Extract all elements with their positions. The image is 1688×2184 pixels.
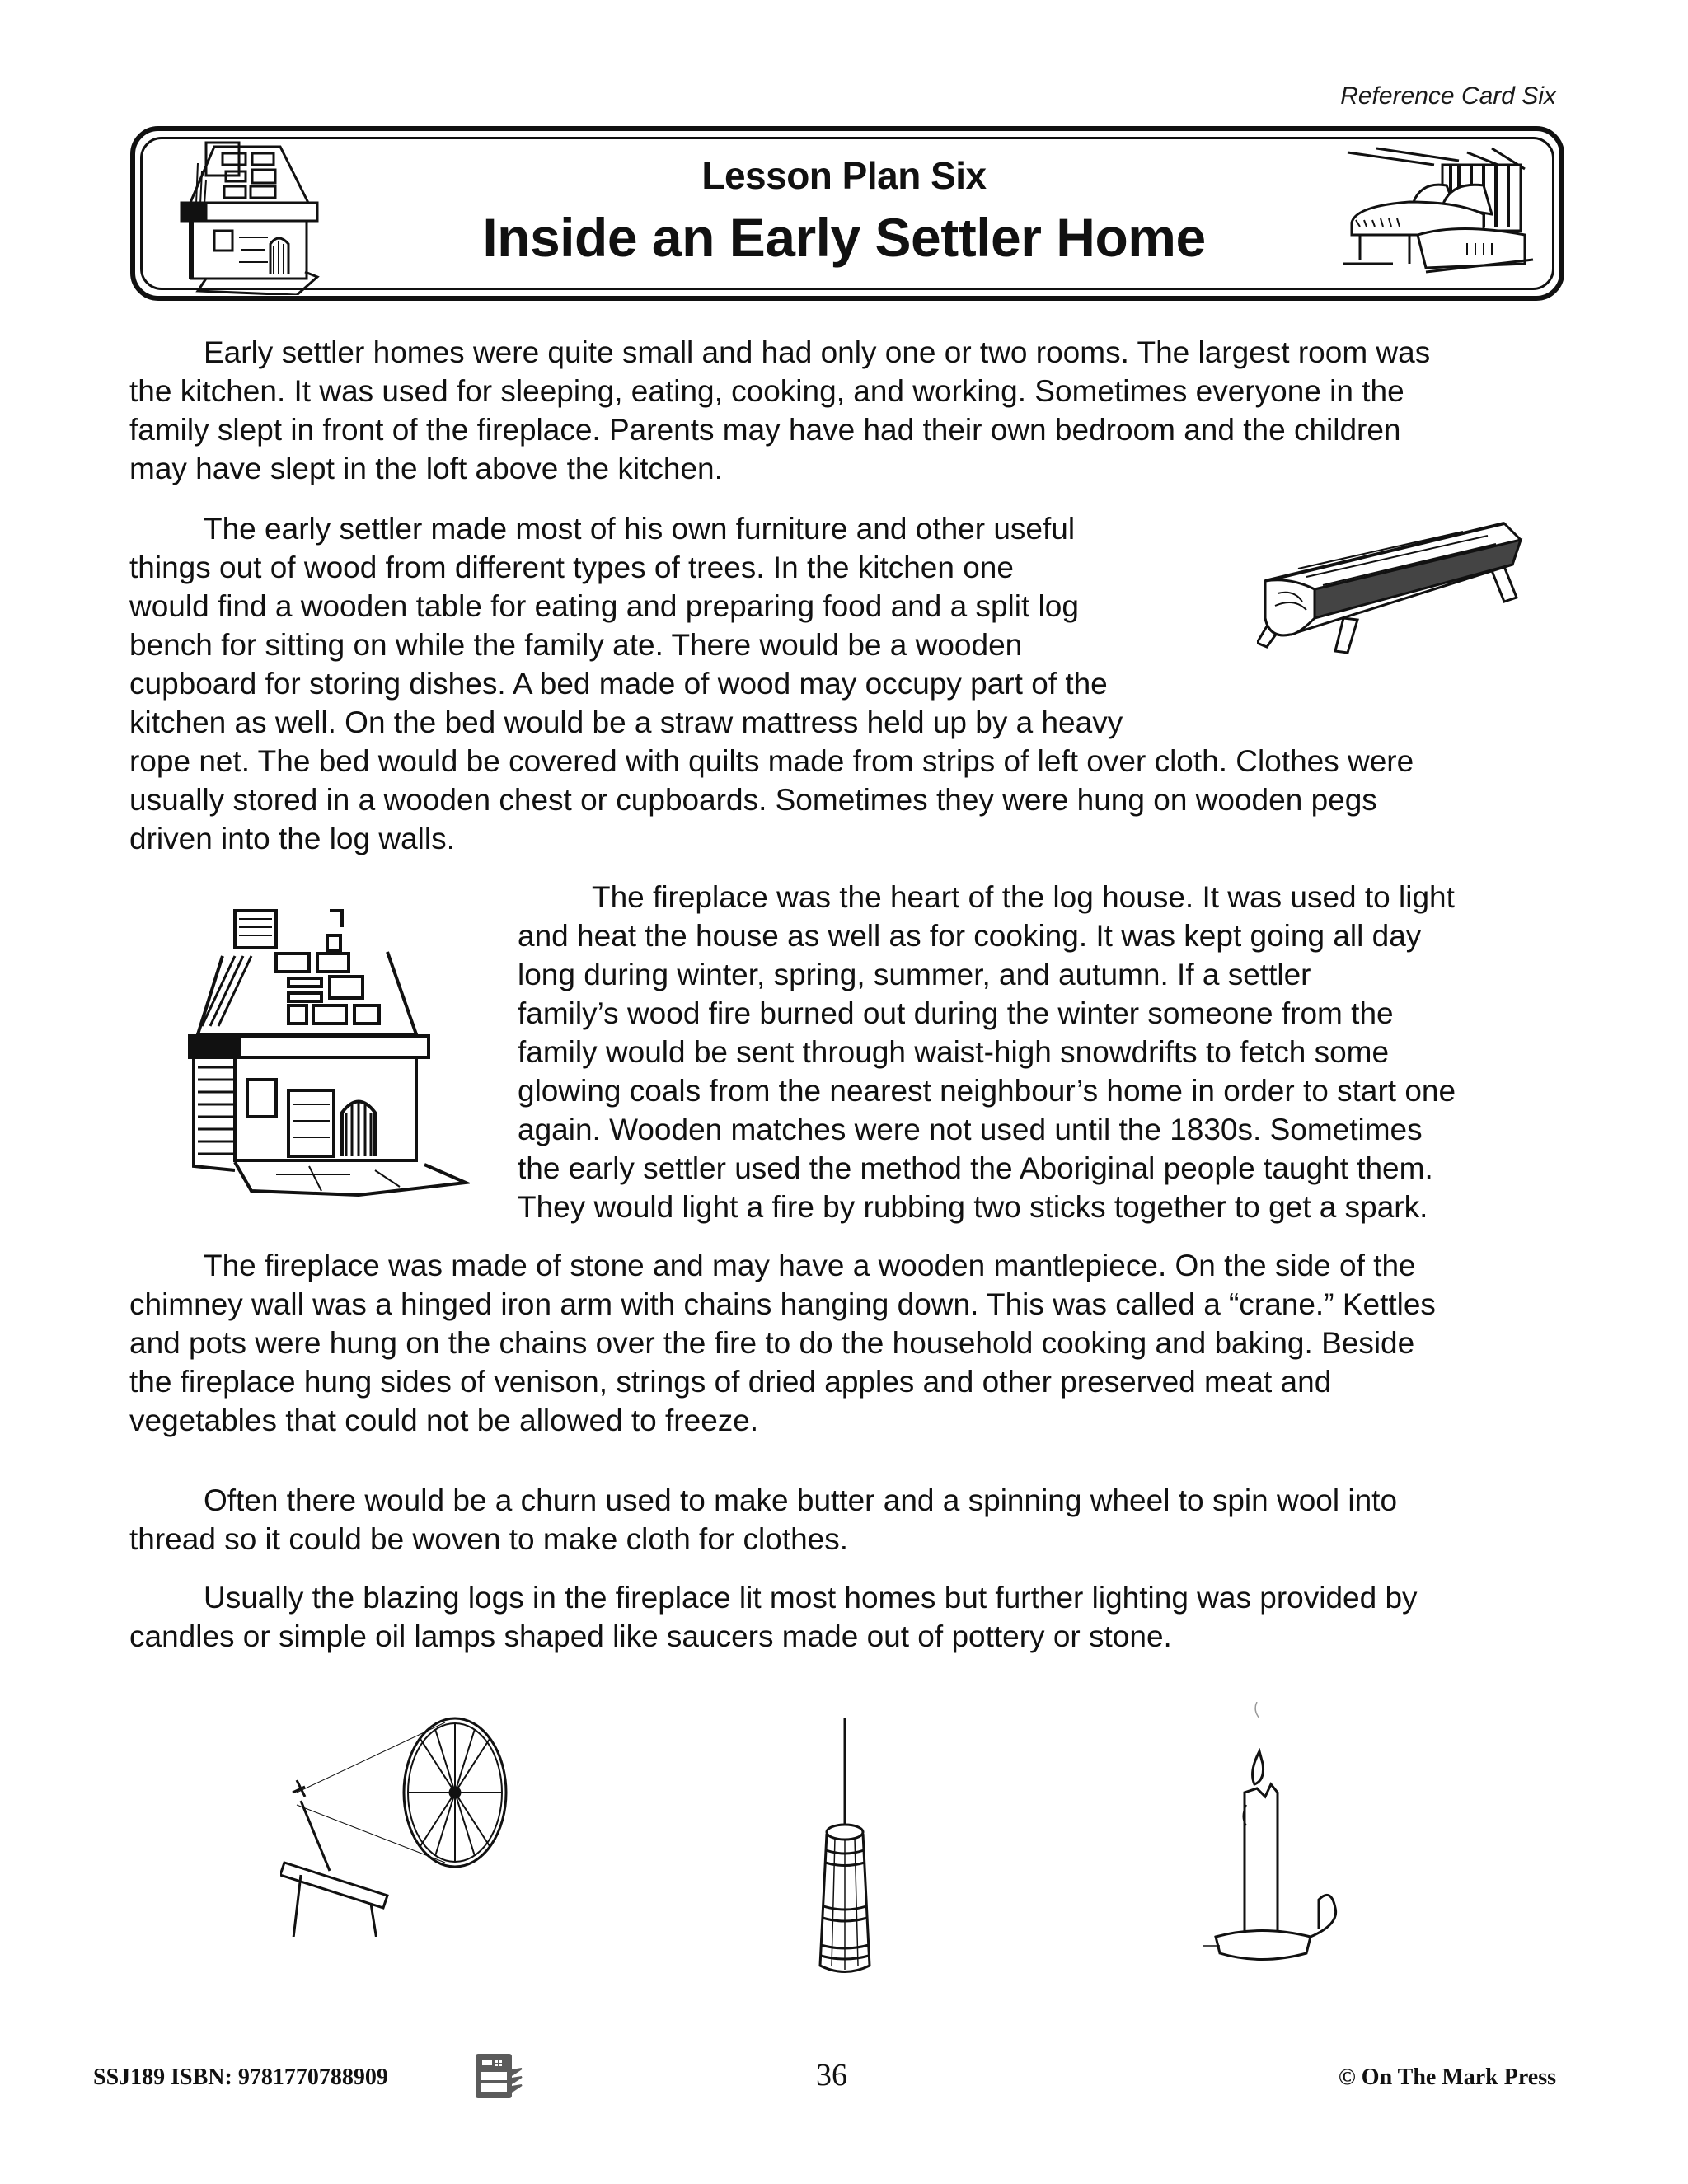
paragraph-line: the kitchen. It was used for sleeping, eating, cooking, and working. Sometimes everyone in the [129, 374, 1404, 408]
paragraph-line: again. Wooden matches were not used until the 1830s. Sometimes [518, 1113, 1423, 1146]
printer-icon [474, 2052, 525, 2100]
paragraph-line: The fireplace was made of stone and may have a wooden mantlepiece. On the side of the [204, 1249, 1416, 1282]
paragraph-4 [129, 1246, 1436, 1440]
paragraph-line: They would light a fire by rubbing two sticks together to get a spark. [518, 1190, 1428, 1224]
paragraph-line: driven into the log walls. [129, 822, 455, 855]
paragraph-6 [129, 1578, 1418, 1656]
paragraph-line: bench for sitting on while the family ate. There would be a wooden [129, 628, 1023, 662]
reference-card-label: Reference Card Six [1340, 82, 1556, 110]
paragraph-line: vegetables that could not be allowed to freeze. [129, 1404, 759, 1437]
paragraph-line: family’s wood fire burned out during the winter someone from the [518, 996, 1394, 1030]
paragraph-line: and pots were hung on the chains over the fire to do the household cooking and baking. Beside [129, 1326, 1415, 1360]
paragraph-line: The early settler made most of his own furniture and other useful [204, 512, 1076, 546]
paragraph-1 [129, 333, 1430, 488]
paragraph-line: usually stored in a wooden chest or cupboards. Sometimes they were hung on wooden pegs [129, 783, 1377, 817]
paragraph-line: Early settler homes were quite small and had only one or two rooms. The largest room was [204, 335, 1431, 369]
spinning-wheel-illustration [280, 1698, 552, 1937]
paragraph-line: cupboard for storing dishes. A bed made of wood may occupy part of the [129, 667, 1108, 701]
paragraph-line: would find a wooden table for eating and preparing food and a split log [129, 589, 1079, 623]
paragraph-5 [129, 1481, 1397, 1558]
footer-code-isbn: SSJ189 ISBN: 9781770788909 [93, 2064, 388, 2090]
paragraph-line: things out of wood from different types of trees. In the kitchen one [129, 551, 1014, 584]
paragraph-line: glowing coals from the nearest neighbour’s home in order to start one [518, 1074, 1456, 1108]
page-title: Inside an Early Settler Home [482, 207, 1206, 268]
paragraph-line: family slept in front of the fireplace. Parents may have had their own bedroom and the children [129, 413, 1401, 447]
paragraph-2 [129, 509, 1414, 858]
paragraph-line: candles or simple oil lamps shaped like saucers made out of pottery or stone. [129, 1619, 1172, 1653]
paragraph-line: chimney wall was a hinged iron arm with chains hanging down. This was called a “crane.” Kettles [129, 1287, 1436, 1321]
paragraph-line: The fireplace was the heart of the log house. It was used to light [592, 880, 1455, 914]
paragraph-line: rope net. The bed would be covered with quilts made from strips of left over cloth. Clothes were [129, 744, 1414, 778]
paragraph-line: Often there would be a churn used to make butter and a spinning wheel to spin wool into [204, 1483, 1398, 1517]
split-log-bench-illustration [1257, 519, 1529, 659]
lesson-plan-label: Lesson Plan Six [701, 154, 987, 197]
paragraph-line: Usually the blazing logs in the fireplace lit most homes but further lighting was provided by [204, 1581, 1418, 1615]
copyright: © On The Mark Press [1338, 2064, 1556, 2090]
butter-churn-illustration [804, 1718, 886, 1982]
paragraph-line: family would be sent through waist-high snowdrifts to fetch some [518, 1035, 1390, 1069]
candle-holder-illustration [1187, 1702, 1368, 1966]
stone-fireplace-illustration [177, 902, 470, 1199]
paragraph-line: thread so it could be woven to make cloth for clothes. [129, 1522, 849, 1556]
paragraph-line: the fireplace hung sides of venison, strings of dried apples and other preserved meat and [129, 1365, 1332, 1399]
paragraph-line: may have slept in the loft above the kitchen. [129, 452, 723, 485]
paragraph-line: long during winter, spring, summer, and autumn. If a settler [518, 958, 1311, 991]
page-number: 36 [816, 2058, 847, 2093]
paragraph-3 [518, 878, 1456, 1226]
paragraph-line: kitchen as well. On the bed would be a straw mattress held up by a heavy [129, 705, 1123, 739]
paragraph-line: the early settler used the method the Aboriginal people taught them. [518, 1151, 1433, 1185]
paragraph-line: and heat the house as well as for cooking. It was kept going all day [518, 919, 1422, 953]
